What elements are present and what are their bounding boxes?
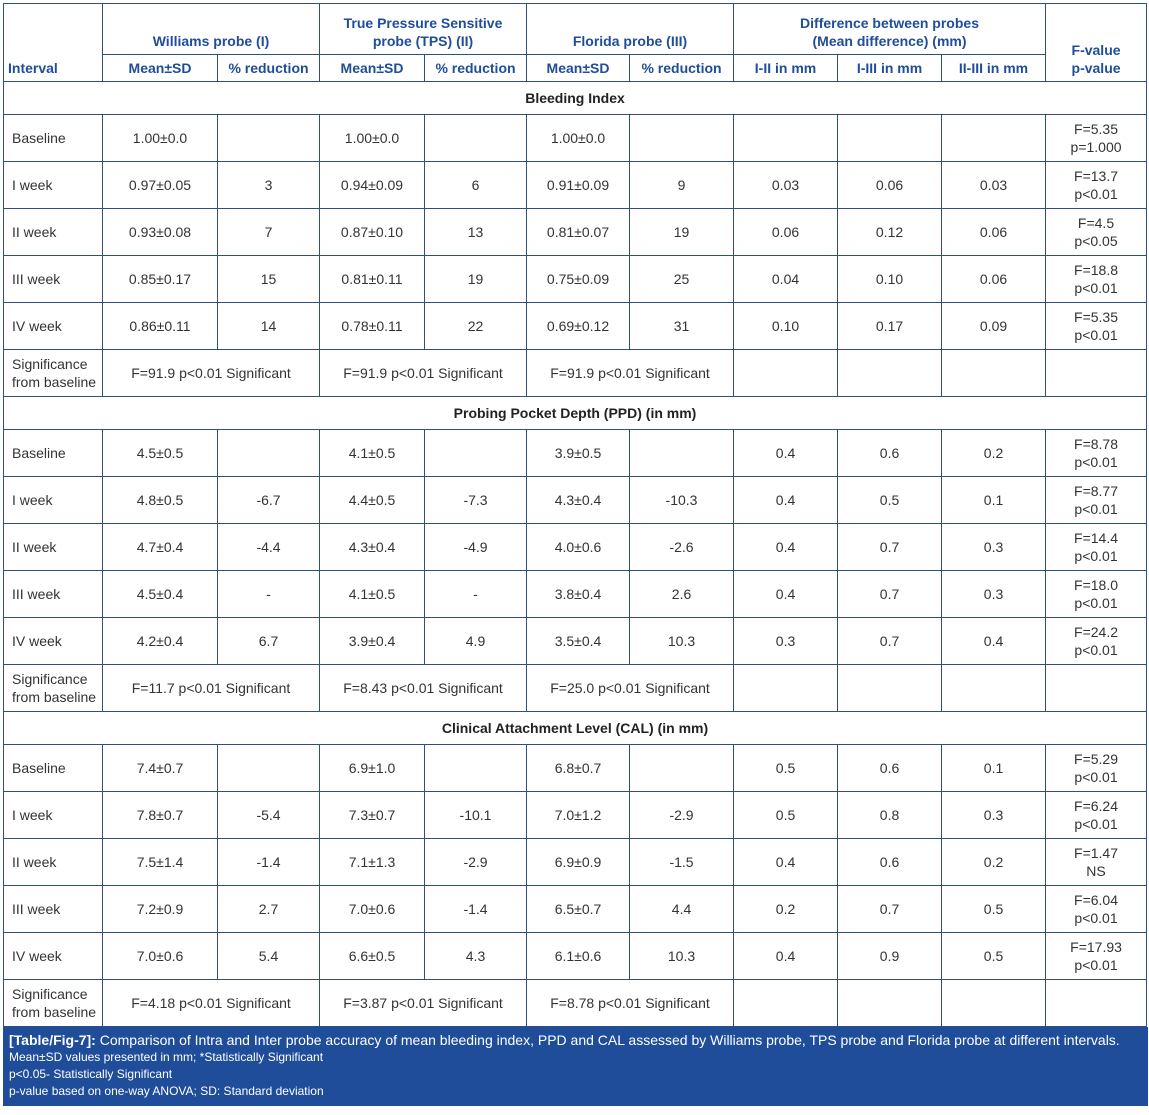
diff-1-3-cell: 0.6 bbox=[838, 430, 942, 477]
florida-mean-cell: 4.0±0.6 bbox=[527, 524, 630, 571]
florida-mean-cell: 0.75±0.09 bbox=[527, 256, 630, 303]
header-diff-line1: Difference between probes bbox=[800, 15, 979, 31]
williams-mean-cell: 7.0±0.6 bbox=[103, 933, 218, 980]
section-title: Clinical Attachment Level (CAL) (in mm) bbox=[4, 712, 1147, 745]
williams-reduction-cell: -4.4 bbox=[218, 524, 320, 571]
tps-mean-cell: 0.94±0.09 bbox=[320, 162, 425, 209]
diff-2-3-cell bbox=[942, 115, 1046, 162]
tps-reduction-cell: -2.9 bbox=[425, 839, 527, 886]
diff-2-3-cell: 0.1 bbox=[942, 745, 1046, 792]
florida-mean-cell: 6.9±0.9 bbox=[527, 839, 630, 886]
empty-cell bbox=[942, 350, 1046, 397]
diff-1-2-cell bbox=[734, 115, 838, 162]
diff-1-2-cell: 0.3 bbox=[734, 618, 838, 665]
diff-2-3-cell: 0.06 bbox=[942, 209, 1046, 256]
diff-1-2-cell: 0.03 bbox=[734, 162, 838, 209]
fp-cell bbox=[1046, 792, 1147, 839]
diff-1-2-cell: 0.4 bbox=[734, 839, 838, 886]
williams-mean-cell: 4.8±0.5 bbox=[103, 477, 218, 524]
florida-reduction-cell: 2.6 bbox=[630, 571, 734, 618]
florida-reduction-cell: -10.3 bbox=[630, 477, 734, 524]
empty-cell bbox=[1046, 665, 1147, 712]
florida-reduction-cell bbox=[630, 430, 734, 477]
williams-mean-cell: 4.5±0.5 bbox=[103, 430, 218, 477]
diff-1-2-cell: 0.04 bbox=[734, 256, 838, 303]
williams-reduction-cell: -1.4 bbox=[218, 839, 320, 886]
significance-label bbox=[4, 665, 103, 712]
table-row bbox=[4, 115, 1147, 162]
table-row bbox=[4, 792, 1147, 839]
empty-cell bbox=[942, 980, 1046, 1027]
tps-mean-cell: 4.3±0.4 bbox=[320, 524, 425, 571]
diff-2-3-cell: 0.09 bbox=[942, 303, 1046, 350]
florida-mean-cell: 0.81±0.07 bbox=[527, 209, 630, 256]
fp-cell bbox=[1046, 256, 1147, 303]
header-williams-mean: Mean±SD bbox=[103, 55, 218, 82]
empty-cell bbox=[734, 980, 838, 1027]
williams-reduction-cell: -5.4 bbox=[218, 792, 320, 839]
diff-1-2-cell: 0.2 bbox=[734, 886, 838, 933]
p-value: p<0.01 bbox=[1074, 769, 1118, 785]
empty-cell bbox=[1046, 350, 1147, 397]
header-tps-line1: True Pressure Sensitive bbox=[343, 15, 503, 31]
table-row bbox=[4, 430, 1147, 477]
florida-reduction-cell: -1.5 bbox=[630, 839, 734, 886]
header-diff-2-3: II-III in mm bbox=[942, 55, 1046, 82]
tps-mean-cell: 4.1±0.5 bbox=[320, 430, 425, 477]
tps-mean-cell: 7.1±1.3 bbox=[320, 839, 425, 886]
header-tps-mean: Mean±SD bbox=[320, 55, 425, 82]
caption-title bbox=[9, 1031, 1144, 1049]
williams-reduction-cell bbox=[218, 115, 320, 162]
table-row bbox=[4, 162, 1147, 209]
significance-label bbox=[4, 350, 103, 397]
williams-mean-cell: 0.86±0.11 bbox=[103, 303, 218, 350]
diff-1-3-cell: 0.5 bbox=[838, 477, 942, 524]
fp-cell bbox=[1046, 115, 1147, 162]
header-williams-reduction: % reduction bbox=[218, 55, 320, 82]
williams-significance: F=91.9 p<0.01 Significant bbox=[103, 350, 320, 397]
table-row bbox=[4, 571, 1147, 618]
williams-reduction-cell: 7 bbox=[218, 209, 320, 256]
interval-cell: III week bbox=[4, 571, 103, 618]
diff-1-2-cell: 0.06 bbox=[734, 209, 838, 256]
interval-cell: Baseline bbox=[4, 745, 103, 792]
williams-mean-cell: 7.5±1.4 bbox=[103, 839, 218, 886]
diff-1-2-cell: 0.5 bbox=[734, 745, 838, 792]
f-value: F=17.93 bbox=[1070, 939, 1122, 955]
tps-mean-cell: 7.0±0.6 bbox=[320, 886, 425, 933]
tps-reduction-cell bbox=[425, 430, 527, 477]
tps-reduction-cell: -7.3 bbox=[425, 477, 527, 524]
diff-2-3-cell: 0.5 bbox=[942, 886, 1046, 933]
header-difference bbox=[734, 4, 1046, 55]
f-value: F=6.24 bbox=[1074, 798, 1119, 814]
diff-1-3-cell: 0.10 bbox=[838, 256, 942, 303]
florida-reduction-cell: 25 bbox=[630, 256, 734, 303]
tps-reduction-cell: 22 bbox=[425, 303, 527, 350]
p-value: p<0.01 bbox=[1074, 957, 1118, 973]
empty-cell bbox=[734, 665, 838, 712]
header-florida-mean: Mean±SD bbox=[527, 55, 630, 82]
tps-reduction-cell: - bbox=[425, 571, 527, 618]
diff-2-3-cell: 0.3 bbox=[942, 524, 1046, 571]
f-value: F=18.8 bbox=[1074, 262, 1119, 278]
tps-significance: F=91.9 p<0.01 Significant bbox=[320, 350, 527, 397]
tps-mean-cell: 4.4±0.5 bbox=[320, 477, 425, 524]
williams-mean-cell: 7.8±0.7 bbox=[103, 792, 218, 839]
diff-1-2-cell: 0.10 bbox=[734, 303, 838, 350]
florida-reduction-cell: 10.3 bbox=[630, 618, 734, 665]
florida-reduction-cell: -2.9 bbox=[630, 792, 734, 839]
tps-mean-cell: 0.78±0.11 bbox=[320, 303, 425, 350]
header-diff-1-2: I-II in mm bbox=[734, 55, 838, 82]
f-value: F=5.35 bbox=[1074, 121, 1119, 137]
caption-note-1: Mean±SD values presented in mm; *Statistically Significant bbox=[9, 1050, 324, 1064]
diff-2-3-cell: 0.3 bbox=[942, 792, 1046, 839]
empty-cell bbox=[942, 665, 1046, 712]
p-value: p<0.01 bbox=[1074, 327, 1118, 343]
p-value: p<0.01 bbox=[1074, 186, 1118, 202]
tps-reduction-cell: 4.9 bbox=[425, 618, 527, 665]
diff-1-3-cell: 0.06 bbox=[838, 162, 942, 209]
florida-mean-cell: 7.0±1.2 bbox=[527, 792, 630, 839]
header-tps bbox=[320, 4, 527, 55]
interval-cell: I week bbox=[4, 162, 103, 209]
table-header bbox=[4, 4, 1147, 82]
diff-1-3-cell: 0.7 bbox=[838, 886, 942, 933]
interval-cell: IV week bbox=[4, 618, 103, 665]
florida-mean-cell: 1.00±0.0 bbox=[527, 115, 630, 162]
p-value: p<0.01 bbox=[1074, 454, 1118, 470]
williams-reduction-cell: 2.7 bbox=[218, 886, 320, 933]
diff-1-2-cell: 0.4 bbox=[734, 571, 838, 618]
florida-significance: F=25.0 p<0.01 Significant bbox=[527, 665, 734, 712]
diff-1-3-cell: 0.17 bbox=[838, 303, 942, 350]
florida-reduction-cell: 19 bbox=[630, 209, 734, 256]
diff-2-3-cell: 0.2 bbox=[942, 839, 1046, 886]
interval-cell: IV week bbox=[4, 933, 103, 980]
williams-mean-cell: 4.7±0.4 bbox=[103, 524, 218, 571]
williams-mean-cell: 0.93±0.08 bbox=[103, 209, 218, 256]
tps-reduction-cell: 13 bbox=[425, 209, 527, 256]
florida-significance: F=8.78 p<0.01 Significant bbox=[527, 980, 734, 1027]
diff-2-3-cell: 0.5 bbox=[942, 933, 1046, 980]
header-interval: Interval bbox=[4, 4, 103, 82]
diff-1-2-cell: 0.4 bbox=[734, 477, 838, 524]
tps-reduction-cell: -4.9 bbox=[425, 524, 527, 571]
section-title-row bbox=[4, 712, 1147, 745]
header-tps-reduction: % reduction bbox=[425, 55, 527, 82]
significance-label bbox=[4, 980, 103, 1027]
fp-cell bbox=[1046, 839, 1147, 886]
florida-reduction-cell: 31 bbox=[630, 303, 734, 350]
f-value: F=5.35 bbox=[1074, 309, 1119, 325]
florida-reduction-cell: 9 bbox=[630, 162, 734, 209]
williams-reduction-cell bbox=[218, 430, 320, 477]
p-value: NS bbox=[1086, 863, 1106, 879]
header-fp bbox=[1046, 4, 1147, 82]
f-value: F=1.47 bbox=[1074, 845, 1119, 861]
table-row bbox=[4, 256, 1147, 303]
diff-1-3-cell: 0.7 bbox=[838, 571, 942, 618]
table-row bbox=[4, 618, 1147, 665]
tps-mean-cell: 0.81±0.11 bbox=[320, 256, 425, 303]
diff-1-2-cell: 0.5 bbox=[734, 792, 838, 839]
header-williams: Williams probe (I) bbox=[103, 4, 320, 55]
section-title-row bbox=[4, 82, 1147, 115]
florida-mean-cell: 6.1±0.6 bbox=[527, 933, 630, 980]
interval-cell: IV week bbox=[4, 303, 103, 350]
diff-1-3-cell bbox=[838, 115, 942, 162]
p-value: p<0.01 bbox=[1074, 501, 1118, 517]
table-row bbox=[4, 303, 1147, 350]
header-florida-reduction: % reduction bbox=[630, 55, 734, 82]
williams-mean-cell: 7.2±0.9 bbox=[103, 886, 218, 933]
williams-mean-cell: 4.2±0.4 bbox=[103, 618, 218, 665]
florida-mean-cell: 4.3±0.4 bbox=[527, 477, 630, 524]
header-fvalue: F-value bbox=[1071, 42, 1121, 58]
florida-mean-cell: 0.91±0.09 bbox=[527, 162, 630, 209]
significance-row bbox=[4, 350, 1147, 397]
florida-reduction-cell bbox=[630, 745, 734, 792]
diff-2-3-cell: 0.03 bbox=[942, 162, 1046, 209]
header-diff-line2: (Mean difference) (mm) bbox=[812, 33, 967, 49]
header-diff-1-3: I-III in mm bbox=[838, 55, 942, 82]
diff-2-3-cell: 0.3 bbox=[942, 571, 1046, 618]
significance-label-line2: from baseline bbox=[12, 1004, 97, 1020]
diff-1-2-cell: 0.4 bbox=[734, 524, 838, 571]
tps-significance: F=3.87 p<0.01 Significant bbox=[320, 980, 527, 1027]
fp-cell bbox=[1046, 745, 1147, 792]
empty-cell bbox=[838, 665, 942, 712]
williams-reduction-cell: 14 bbox=[218, 303, 320, 350]
tps-mean-cell: 3.9±0.4 bbox=[320, 618, 425, 665]
williams-mean-cell: 7.4±0.7 bbox=[103, 745, 218, 792]
fp-cell bbox=[1046, 430, 1147, 477]
tps-significance: F=8.43 p<0.01 Significant bbox=[320, 665, 527, 712]
section-title-row bbox=[4, 397, 1147, 430]
caption-label: [Table/Fig-7]: bbox=[9, 1032, 96, 1048]
tps-mean-cell: 4.1±0.5 bbox=[320, 571, 425, 618]
interval-cell: I week bbox=[4, 477, 103, 524]
table-body bbox=[4, 82, 1147, 1027]
table-row bbox=[4, 209, 1147, 256]
fp-cell bbox=[1046, 886, 1147, 933]
florida-mean-cell: 0.69±0.12 bbox=[527, 303, 630, 350]
p-value: p<0.01 bbox=[1074, 816, 1118, 832]
tps-reduction-cell: 19 bbox=[425, 256, 527, 303]
williams-mean-cell: 4.5±0.4 bbox=[103, 571, 218, 618]
florida-mean-cell: 3.5±0.4 bbox=[527, 618, 630, 665]
significance-label-line2: from baseline bbox=[12, 689, 97, 705]
fp-cell bbox=[1046, 477, 1147, 524]
table-caption bbox=[3, 1027, 1148, 1106]
significance-label-line1: Significance bbox=[12, 986, 88, 1002]
interval-cell: II week bbox=[4, 839, 103, 886]
diff-1-3-cell: 0.8 bbox=[838, 792, 942, 839]
diff-1-2-cell: 0.4 bbox=[734, 430, 838, 477]
empty-cell bbox=[734, 350, 838, 397]
table-row bbox=[4, 933, 1147, 980]
florida-mean-cell: 6.5±0.7 bbox=[527, 886, 630, 933]
diff-1-3-cell: 0.12 bbox=[838, 209, 942, 256]
williams-significance: F=4.18 p<0.01 Significant bbox=[103, 980, 320, 1027]
significance-row bbox=[4, 980, 1147, 1027]
empty-cell bbox=[1046, 980, 1147, 1027]
diff-1-3-cell: 0.7 bbox=[838, 618, 942, 665]
header-florida: Florida probe (III) bbox=[527, 4, 734, 55]
interval-cell: II week bbox=[4, 524, 103, 571]
significance-label-line2: from baseline bbox=[12, 374, 97, 390]
header-tps-line2: probe (TPS) (II) bbox=[372, 33, 474, 49]
florida-reduction-cell: 10.3 bbox=[630, 933, 734, 980]
significance-label-line1: Significance bbox=[12, 671, 88, 687]
significance-label-line1: Significance bbox=[12, 356, 88, 372]
p-value: p<0.01 bbox=[1074, 548, 1118, 564]
table-row bbox=[4, 745, 1147, 792]
empty-cell bbox=[838, 350, 942, 397]
comparison-table bbox=[3, 3, 1147, 1027]
williams-significance: F=11.7 p<0.01 Significant bbox=[103, 665, 320, 712]
table-figure bbox=[3, 3, 1146, 1106]
florida-reduction-cell: 4.4 bbox=[630, 886, 734, 933]
p-value: p<0.01 bbox=[1074, 595, 1118, 611]
williams-mean-cell: 0.85±0.17 bbox=[103, 256, 218, 303]
fp-cell bbox=[1046, 571, 1147, 618]
interval-cell: III week bbox=[4, 886, 103, 933]
significance-row bbox=[4, 665, 1147, 712]
diff-2-3-cell: 0.4 bbox=[942, 618, 1046, 665]
tps-reduction-cell: 4.3 bbox=[425, 933, 527, 980]
p-value: p<0.01 bbox=[1074, 642, 1118, 658]
williams-reduction-cell: 15 bbox=[218, 256, 320, 303]
f-value: F=8.78 bbox=[1074, 436, 1119, 452]
f-value: F=6.04 bbox=[1074, 892, 1119, 908]
florida-reduction-cell bbox=[630, 115, 734, 162]
florida-significance: F=91.9 p<0.01 Significant bbox=[527, 350, 734, 397]
tps-reduction-cell: 6 bbox=[425, 162, 527, 209]
williams-reduction-cell: 3 bbox=[218, 162, 320, 209]
f-value: F=13.7 bbox=[1074, 168, 1119, 184]
tps-mean-cell: 7.3±0.7 bbox=[320, 792, 425, 839]
empty-cell bbox=[838, 980, 942, 1027]
caption-text: Comparison of Intra and Inter probe accuracy of mean bleeding index, PPD and CAL assessed by Williams probe, TPS probe and Florida probe at different intervals. bbox=[95, 1032, 1120, 1048]
interval-cell: II week bbox=[4, 209, 103, 256]
tps-reduction-cell: -10.1 bbox=[425, 792, 527, 839]
williams-reduction-cell: 5.4 bbox=[218, 933, 320, 980]
florida-mean-cell: 6.8±0.7 bbox=[527, 745, 630, 792]
florida-reduction-cell: -2.6 bbox=[630, 524, 734, 571]
williams-reduction-cell bbox=[218, 745, 320, 792]
diff-1-3-cell: 0.6 bbox=[838, 839, 942, 886]
caption-note-2: p<0.05- Statistically Significant bbox=[9, 1067, 173, 1081]
williams-mean-cell: 0.97±0.05 bbox=[103, 162, 218, 209]
header-pvalue: p-value bbox=[1071, 60, 1121, 76]
tps-reduction-cell: -1.4 bbox=[425, 886, 527, 933]
f-value: F=24.2 bbox=[1074, 624, 1119, 640]
interval-cell: I week bbox=[4, 792, 103, 839]
section-title: Bleeding Index bbox=[4, 82, 1147, 115]
table-row bbox=[4, 477, 1147, 524]
f-value: F=4.5 bbox=[1077, 215, 1115, 231]
diff-1-3-cell: 0.6 bbox=[838, 745, 942, 792]
diff-2-3-cell: 0.2 bbox=[942, 430, 1046, 477]
interval-cell: III week bbox=[4, 256, 103, 303]
caption-note-3: p-value based on one-way ANOVA; SD: Standard deviation bbox=[9, 1084, 324, 1098]
tps-reduction-cell bbox=[425, 745, 527, 792]
florida-mean-cell: 3.8±0.4 bbox=[527, 571, 630, 618]
f-value: F=8.77 bbox=[1074, 483, 1119, 499]
section-title: Probing Pocket Depth (PPD) (in mm) bbox=[4, 397, 1147, 430]
williams-reduction-cell: -6.7 bbox=[218, 477, 320, 524]
p-value: p<0.01 bbox=[1074, 910, 1118, 926]
p-value: p=1.000 bbox=[1070, 139, 1122, 155]
f-value: F=18.0 bbox=[1074, 577, 1119, 593]
tps-mean-cell: 6.6±0.5 bbox=[320, 933, 425, 980]
fp-cell bbox=[1046, 618, 1147, 665]
florida-mean-cell: 3.9±0.5 bbox=[527, 430, 630, 477]
fp-cell bbox=[1046, 162, 1147, 209]
tps-mean-cell: 1.00±0.0 bbox=[320, 115, 425, 162]
tps-mean-cell: 6.9±1.0 bbox=[320, 745, 425, 792]
diff-1-3-cell: 0.7 bbox=[838, 524, 942, 571]
table-row bbox=[4, 886, 1147, 933]
diff-1-2-cell: 0.4 bbox=[734, 933, 838, 980]
fp-cell bbox=[1046, 303, 1147, 350]
williams-mean-cell: 1.00±0.0 bbox=[103, 115, 218, 162]
f-value: F=14.4 bbox=[1074, 530, 1119, 546]
diff-2-3-cell: 0.06 bbox=[942, 256, 1046, 303]
fp-cell bbox=[1046, 933, 1147, 980]
diff-1-3-cell: 0.9 bbox=[838, 933, 942, 980]
tps-mean-cell: 0.87±0.10 bbox=[320, 209, 425, 256]
interval-cell: Baseline bbox=[4, 430, 103, 477]
williams-reduction-cell: 6.7 bbox=[218, 618, 320, 665]
p-value: p<0.01 bbox=[1074, 280, 1118, 296]
table-row bbox=[4, 524, 1147, 571]
williams-reduction-cell: - bbox=[218, 571, 320, 618]
fp-cell bbox=[1046, 209, 1147, 256]
table-row bbox=[4, 839, 1147, 886]
f-value: F=5.29 bbox=[1074, 751, 1119, 767]
fp-cell bbox=[1046, 524, 1147, 571]
interval-cell: Baseline bbox=[4, 115, 103, 162]
tps-reduction-cell bbox=[425, 115, 527, 162]
p-value: p<0.05 bbox=[1074, 233, 1118, 249]
diff-2-3-cell: 0.1 bbox=[942, 477, 1046, 524]
